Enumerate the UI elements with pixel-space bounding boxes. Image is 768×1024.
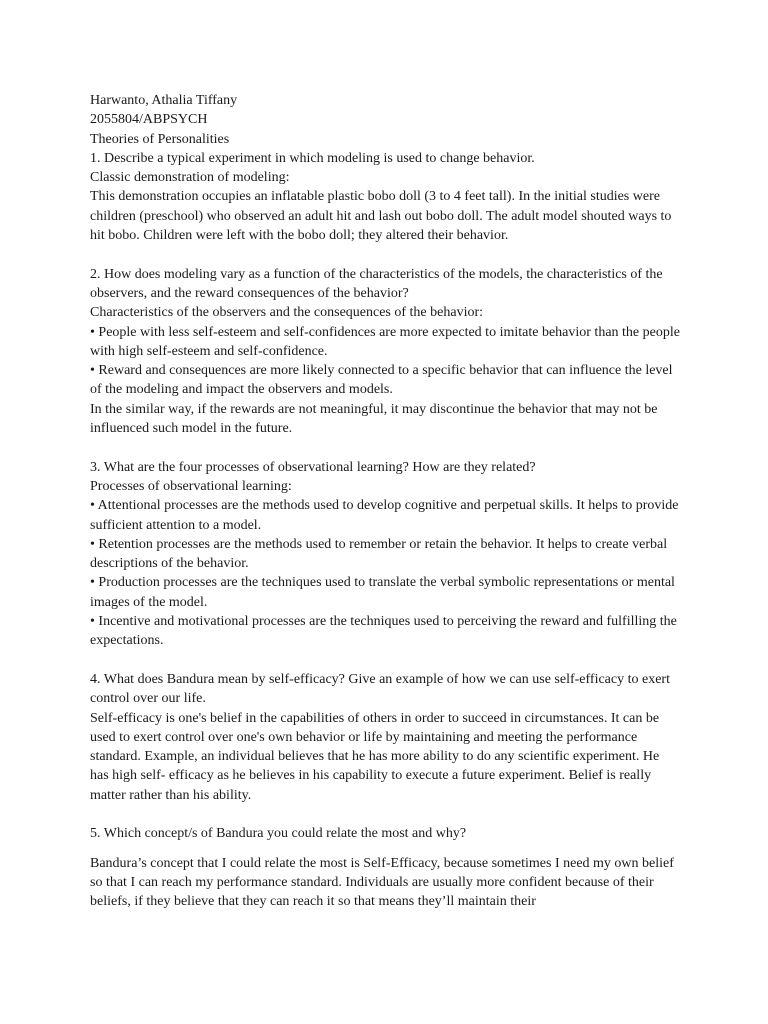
student-name: Harwanto, Athalia Tiffany [90,93,238,108]
question-3-subheading: Processes of observational learning: [90,478,292,494]
paragraph-gap [90,438,680,457]
document-body [90,91,680,911]
question-3-bullet: • Retention processes are the methods used to remember or retain the behavior. It helps to create verbal descriptions of the behavior. [90,536,668,572]
question-2: 2. How does modeling vary as a function of the characteristics of the models, the characteristics of the observers, and the reward consequences of the behavior? [90,266,663,301]
paragraph-gap [90,844,680,854]
paragraph-gap [90,245,680,264]
question-3: 3. What are the four processes of observational learning? How are they related? [90,459,536,475]
paragraph-gap [90,651,680,670]
answer-5: Bandura’s concept that I could relate the most is Self-Efficacy, because sometimes I need my own belief so that I can reach my performance standard. Individuals are usually more confident because of their beliefs, if they believe that they can reach it so that means they’ll maintain their [90,855,674,910]
question-3-bullet: • Attentional processes are the methods used to develop cognitive and perpetual skills. It helps to provide sufficient attention to a model. [90,498,679,533]
question-5: 5. Which concept/s of Bandura you could relate the most and why? [90,826,467,842]
question-2-bullet: • Reward and consequences are more likely connected to a specific behavior that can influence the level of the modeling and impact the observers and models. [90,363,673,398]
question-1: 1. Describe a typical experiment in which modeling is used to change behavior. [90,150,535,166]
student-id: 2055804/ABPSYCH [90,112,208,128]
answer-4: Self-efficacy is one's belief in the capabilities of others in order to succeed in circumstances. It can be used to exert control over one's own behavior or life by maintaining and meeting the performance standard. Example, an individual believes that he has more ability to do any scientific experiment. He has high self- efficacy as he believes in his capability to execute a future experiment. Belief is really matter rather than his ability. [90,710,660,803]
question-2-subheading: Characteristics of the observers and the consequences of the behavior: [90,305,484,321]
course-title: Theories of Personalities [90,131,230,147]
question-3-bullet: • Incentive and motivational processes are the techniques used to perceiving the reward and fulfilling the expectations. [90,614,677,649]
question-2-bullet: • People with less self-esteem and self-confidences are more expected to imitate behavior than the people with high self-esteem and self-confidence. [90,324,680,359]
paragraph-gap [90,805,680,824]
question-2-closing: In the similar way, if the rewards are not meaningful, it may discontinue the behavior that may not be influenced such model in the future. [90,401,658,437]
question-4: 4. What does Bandura mean by self-efficacy? Give an example of how we can use self-efficacy to exert control over our life. [90,671,670,707]
answer-1: This demonstration occupies an inflatable plastic bobo doll (3 to 4 feet tall). In the initial studies were children (preschool) who observed an adult hit and lash out bobo doll. The adult model shouted ways to hit bobo. Children were left with the bobo doll; they altered their behavior. [90,189,672,244]
question-3-bullet: • Production processes are the techniques used to translate the verbal symbolic representations or mental images of the model. [90,575,675,610]
question-1-subheading: Classic demonstration of modeling: [90,170,290,186]
